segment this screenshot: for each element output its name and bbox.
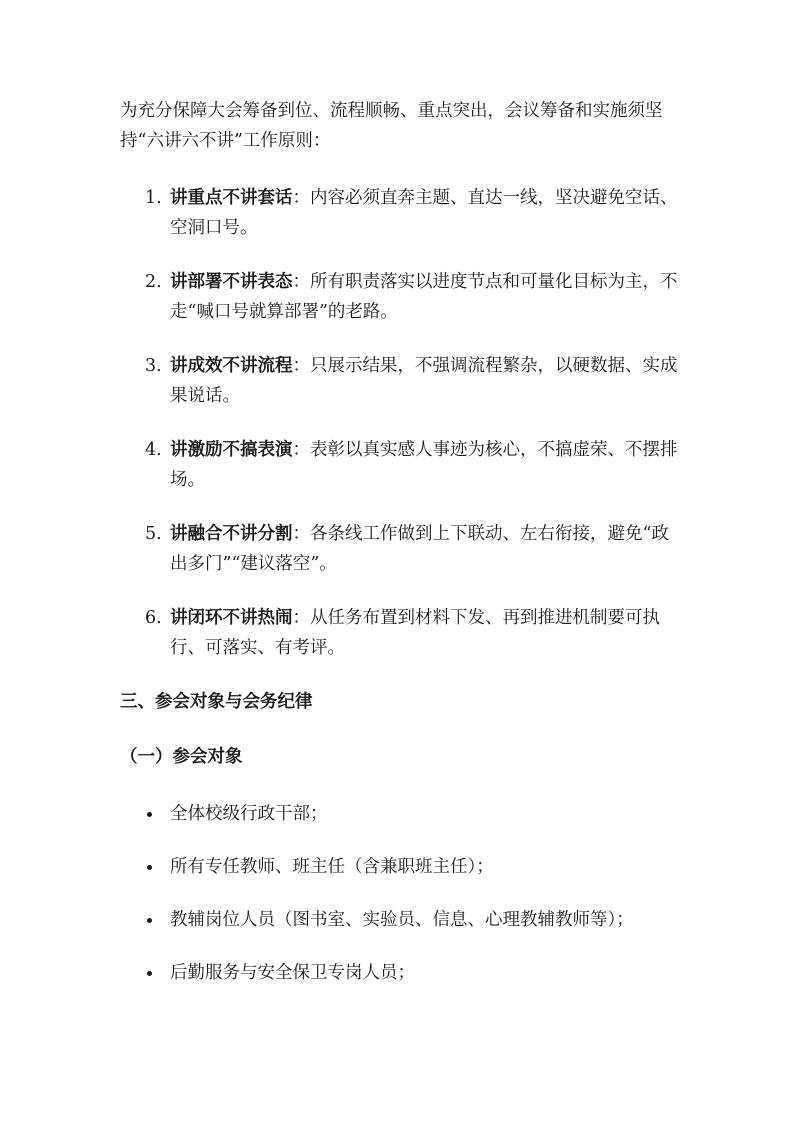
principle-title: 讲闭环不讲热闹 [170, 608, 293, 628]
bullet-dot [147, 918, 152, 923]
list-item [120, 958, 720, 988]
principle-separator: ： [292, 524, 310, 544]
principle-separator: ： [292, 188, 310, 208]
list-item [120, 799, 720, 829]
principle-item [120, 267, 680, 327]
principle-title: 讲成效不讲流程 [170, 356, 293, 376]
principle-separator: ： [292, 608, 310, 628]
principle-text: 表彰以真实感人事迹为核心，不搞虚荣、不摆排场。 [170, 440, 678, 490]
principle-separator: ： [292, 272, 310, 292]
principle-text: 所有职责落实以进度节点和可量化目标为主，不走“喊口号就算部署”的老路。 [170, 272, 678, 322]
bullet-dot [147, 971, 152, 976]
bullet-dot [147, 812, 152, 817]
principle-text: 内容必须直奔主题、直达一线，坚决避免空话、空洞口号。 [170, 188, 678, 238]
list-item-text: 全体校级行政干部； [170, 804, 328, 824]
principle-title: 讲融合不讲分割 [170, 524, 293, 544]
sub-heading: （一）参会对象 [120, 747, 243, 767]
attendees-list [120, 799, 720, 1011]
principle-title: 讲重点不讲套话 [170, 188, 293, 208]
principle-item [120, 183, 680, 243]
bullet-dot [147, 865, 152, 870]
principle-text: 只展示结果，不强调流程繁杂，以硬数据、实成果说话。 [170, 356, 678, 406]
principle-text: 从任务布置到材料下发、再到推进机制要可执行、可落实、有考评。 [170, 608, 660, 658]
item-number: 1. [145, 188, 162, 208]
list-item [120, 905, 720, 935]
list-item-text: 后勤服务与安全保卫专岗人员； [170, 963, 415, 983]
principle-item [120, 603, 680, 663]
item-number: 6. [145, 608, 162, 628]
principle-item [120, 519, 680, 579]
item-number: 3. [145, 356, 162, 376]
item-number: 4. [145, 440, 162, 460]
principle-item [120, 435, 680, 495]
item-number: 5. [145, 524, 162, 544]
principle-separator: ： [292, 440, 310, 460]
principle-separator: ： [292, 356, 310, 376]
list-item-text: 所有专任教师、班主任（含兼职班主任）； [170, 857, 494, 877]
principle-title: 讲激励不搞表演 [170, 440, 293, 460]
list-item [120, 852, 720, 882]
list-item-text: 教辅岗位人员（图书室、实验员、信息、心理教辅教师等）； [170, 910, 634, 930]
principle-item [120, 351, 680, 411]
principle-title: 讲部署不讲表态 [170, 272, 293, 292]
principles-list [120, 183, 680, 687]
section-heading: 三、参会对象与会务纪律 [120, 692, 313, 712]
item-number: 2. [145, 272, 162, 292]
principle-text: 各条线工作做到上下联动、左右衔接，避免“政出多门”“建议落空”。 [170, 524, 669, 574]
intro-paragraph: 为充分保障大会筹备到位、流程顺畅、重点突出，会议筹备和实施须坚持“六讲六不讲”工作原则： [120, 101, 663, 151]
